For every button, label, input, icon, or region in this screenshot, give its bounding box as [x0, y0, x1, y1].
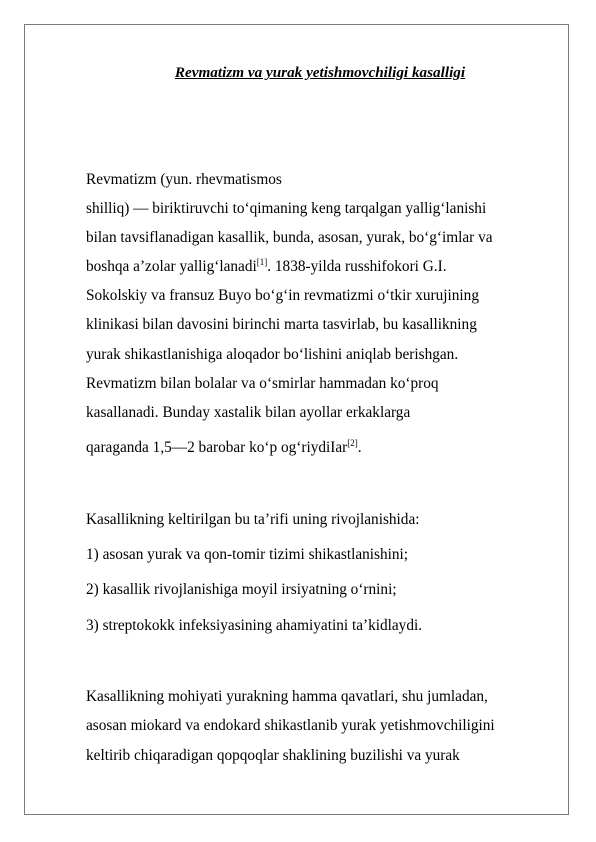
document-title: Revmatizm va yurak yetishmovchiligi kasalligi: [174, 64, 466, 81]
paragraph-line: Sokolskiy va fransuz Buyo bo‘g‘in revmatizmi o‘tkir xurujining: [86, 287, 479, 304]
paragraph-line: bilan tavsiflanadigan kasallik, bunda, asosan, yurak, bo‘g‘imlar va: [86, 229, 493, 246]
paragraph-line: [86, 439, 362, 457]
paragraph-line: Kasallikning mohiyati yurakning hamma qavatlari, shu jumladan,: [86, 688, 488, 705]
paragraph-line: kasallanadi. Bunday xastalik bilan ayollar erkaklarga: [86, 404, 411, 421]
footnote-ref[interactable]: [1]: [256, 257, 268, 267]
paragraph-line: asosan miokard va endokard shikastlanib yurak yetishmovchiligini: [86, 717, 495, 734]
paragraph-line: yurak shikastlanishiga aloqador bo‘lishini aniqlab berishgan.: [86, 346, 459, 363]
paragraph-line: Kasallikning keltirilgan bu ta’rifi uning rivojlanishida:: [86, 511, 420, 528]
paragraph-line: keltirib chiqaradigan qopqoqlar shaklining buzilishi va yurak: [86, 747, 460, 764]
line-text: qaraganda 1,5—2 barobar ko‘p og‘riydiIar: [86, 439, 348, 456]
paragraph-line: klinikasi bilan davosini birinchi marta tasvirlab, bu kasallikning: [86, 316, 477, 333]
list-item: 3) streptokokk infeksiyasining ahamiyatini ta’kidlaydi.: [86, 617, 423, 634]
list-item: 1) asosan yurak va qon-tomir tizimi shikastlanishini;: [86, 546, 409, 563]
line-text: . 1838-yilda russhifokori G.I.: [267, 258, 447, 275]
footnote-ref[interactable]: [2]: [347, 438, 358, 448]
line-text: boshqa a’zolar yallig‘lanadi: [86, 258, 257, 275]
line-text: .: [357, 439, 362, 456]
paragraph-line: shilliq) — biriktiruvchi to‘qimaning keng tarqalgan yallig‘lanishi: [86, 200, 487, 217]
paragraph-line: [86, 258, 447, 276]
paragraph-line: Revmatizm (yun. rhevmatismos: [86, 171, 282, 188]
paragraph-line: Revmatizm bilan bolalar va o‘smirlar hammadan ko‘proq: [86, 375, 439, 392]
list-item: 2) kasallik rivojlanishiga moyil irsiyatning o‘rnini;: [86, 581, 397, 598]
